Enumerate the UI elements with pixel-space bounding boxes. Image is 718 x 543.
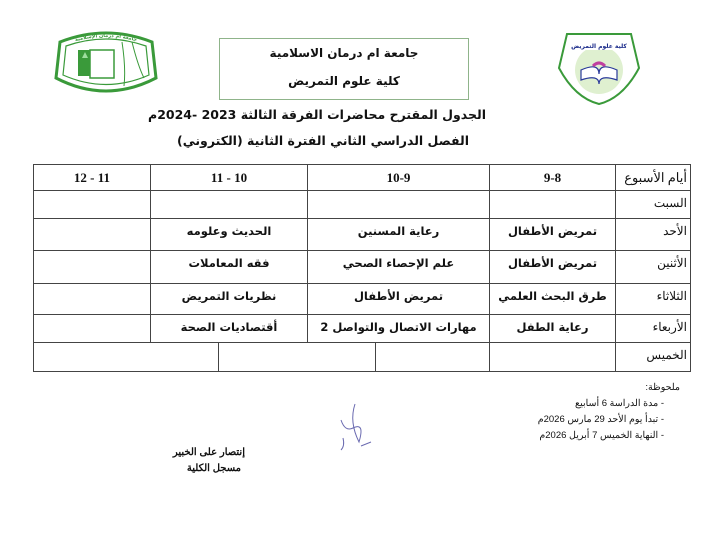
note-item: - النهاية الخميس 7 أبريل 2026م bbox=[538, 428, 680, 444]
handwritten-signature bbox=[335, 402, 375, 452]
day-label: السبت bbox=[616, 191, 691, 219]
table-row bbox=[34, 284, 691, 315]
schedule-subtitle: الفصل الدراسي الثاني الفترة الثانية (الكتروني) bbox=[177, 133, 469, 148]
table-row bbox=[34, 219, 691, 251]
table-cell bbox=[219, 343, 376, 372]
table-row bbox=[34, 315, 691, 343]
table-cell: نظريات التمريض bbox=[151, 284, 308, 315]
day-label: الثلاثاء bbox=[616, 284, 691, 315]
table-cell: تمريض الأطفال bbox=[490, 251, 616, 284]
header-slot: 11 - 12 bbox=[34, 165, 151, 191]
table-row bbox=[34, 191, 691, 219]
table-cell bbox=[34, 284, 151, 315]
table-cell bbox=[308, 191, 490, 219]
table-row bbox=[34, 251, 691, 284]
schedule-title: الجدول المقترح محاضرات الفرقة الثالثة 2023 -2024م bbox=[148, 107, 486, 122]
table-cell: رعاية الطفل bbox=[490, 315, 616, 343]
table-cell bbox=[34, 343, 219, 372]
note-item: - مدة الدراسة 6 أسابيع bbox=[538, 396, 680, 412]
table-cell: تمريض الأطفال bbox=[308, 284, 490, 315]
header-slot: 10-9 bbox=[308, 165, 490, 191]
table-header-row bbox=[34, 165, 691, 191]
table-cell: علم الإحصاء الصحي bbox=[308, 251, 490, 284]
faculty-name: كلية علوم التمريض bbox=[288, 74, 400, 88]
table-cell bbox=[34, 251, 151, 284]
day-label: الأحد bbox=[616, 219, 691, 251]
notes-heading: ملحوظة: bbox=[645, 382, 680, 393]
faculty-logo-text: كلية علوم التمريض bbox=[571, 43, 627, 50]
table-cell: فقه المعاملات bbox=[151, 251, 308, 284]
signatory-name: إنتصار على الخبير bbox=[172, 447, 245, 458]
table-cell: الحديث وعلومه bbox=[151, 219, 308, 251]
header-slot: 9-8 bbox=[490, 165, 616, 191]
notes bbox=[538, 380, 680, 444]
header-days: أيام الأسبوع bbox=[616, 165, 691, 191]
table-cell: تمريض الأطفال bbox=[490, 219, 616, 251]
university-name: جامعة ام درمان الاسلامية bbox=[269, 46, 419, 60]
signature-block bbox=[125, 445, 245, 477]
table-cell bbox=[34, 315, 151, 343]
table-cell bbox=[34, 191, 151, 219]
institution-header-box bbox=[219, 38, 469, 100]
table-cell: مهارات الاتصال والتواصل 2 bbox=[308, 315, 490, 343]
day-label: الأربعاء bbox=[616, 315, 691, 343]
table-cell bbox=[490, 343, 616, 372]
signatory-role: مسجل الكلية bbox=[186, 463, 241, 474]
table-row bbox=[34, 343, 691, 372]
schedule-table bbox=[33, 164, 691, 343]
table-cell: أقتصاديات الصحة bbox=[151, 315, 308, 343]
table-cell bbox=[490, 191, 616, 219]
day-label: الخميس bbox=[616, 343, 691, 372]
table-cell bbox=[34, 219, 151, 251]
table-cell bbox=[376, 343, 490, 372]
faculty-logo bbox=[553, 28, 645, 106]
table-cell bbox=[151, 191, 308, 219]
schedule-table-thursday bbox=[33, 342, 691, 372]
header-slot: 10 - 11 bbox=[151, 165, 308, 191]
table-cell: طرق البحث العلمي bbox=[490, 284, 616, 315]
note-item: - تبدأ يوم الأحد 29 مارس 2026م bbox=[538, 412, 680, 428]
table-cell: رعاية المسنين bbox=[308, 219, 490, 251]
university-logo-text: جامعة أم درمان الإسلامية bbox=[74, 32, 138, 44]
day-label: الأثنين bbox=[616, 251, 691, 284]
university-logo bbox=[52, 28, 160, 100]
